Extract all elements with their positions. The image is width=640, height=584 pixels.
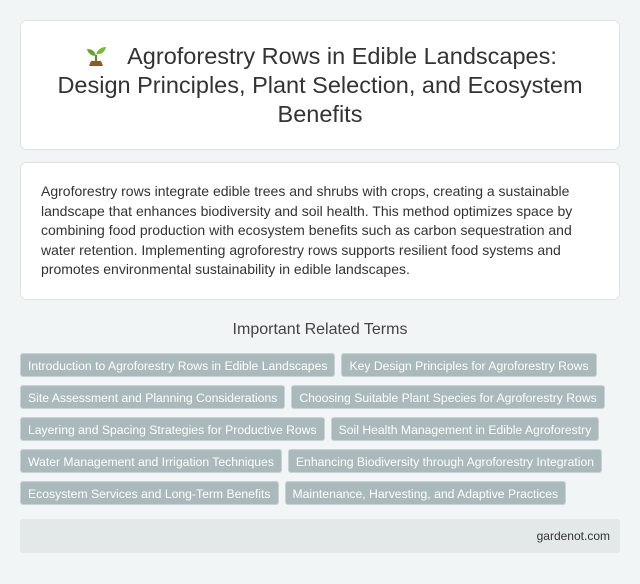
term-tag[interactable]: Enhancing Biodiversity through Agroforestry Integration	[288, 449, 602, 473]
term-tag[interactable]: Maintenance, Harvesting, and Adaptive Practices	[285, 481, 567, 505]
summary-card	[20, 162, 620, 300]
term-tag[interactable]: Water Management and Irrigation Techniques	[20, 449, 282, 473]
term-tag[interactable]: Ecosystem Services and Long-Term Benefits	[20, 481, 279, 505]
page-title-text: Agroforestry Rows in Edible Landscapes: Design Principles, Plant Selection, and Ecosystem Benefits	[57, 42, 583, 127]
seedling-icon	[83, 43, 109, 67]
summary-text: Agroforestry rows integrate edible trees and shrubs with crops, creating a sustainable landscape that enhances biodiversity and soil health. This method optimizes space by combining food production with ecosystem benefits such as carbon sequestration and water retention. Implementing agroforestry rows supports resilient food systems and promotes environmental sustainability in edible landscapes.	[41, 183, 573, 277]
related-terms-list	[20, 353, 620, 505]
term-tag[interactable]: Soil Health Management in Edible Agroforestry	[331, 417, 600, 441]
term-tag[interactable]: Layering and Spacing Strategies for Productive Rows	[20, 417, 325, 441]
footer-site-link[interactable]: gardenot.com	[536, 529, 610, 543]
related-terms-heading: Important Related Terms	[232, 321, 408, 338]
title-card	[20, 20, 620, 150]
term-tag[interactable]: Key Design Principles for Agroforestry Rows	[341, 353, 596, 377]
page-title	[51, 42, 589, 129]
term-tag[interactable]: Site Assessment and Planning Considerations	[20, 385, 285, 409]
term-tag[interactable]: Choosing Suitable Plant Species for Agroforestry Rows	[291, 385, 604, 409]
footer	[20, 519, 620, 553]
term-tag[interactable]: Introduction to Agroforestry Rows in Edible Landscapes	[20, 353, 335, 377]
